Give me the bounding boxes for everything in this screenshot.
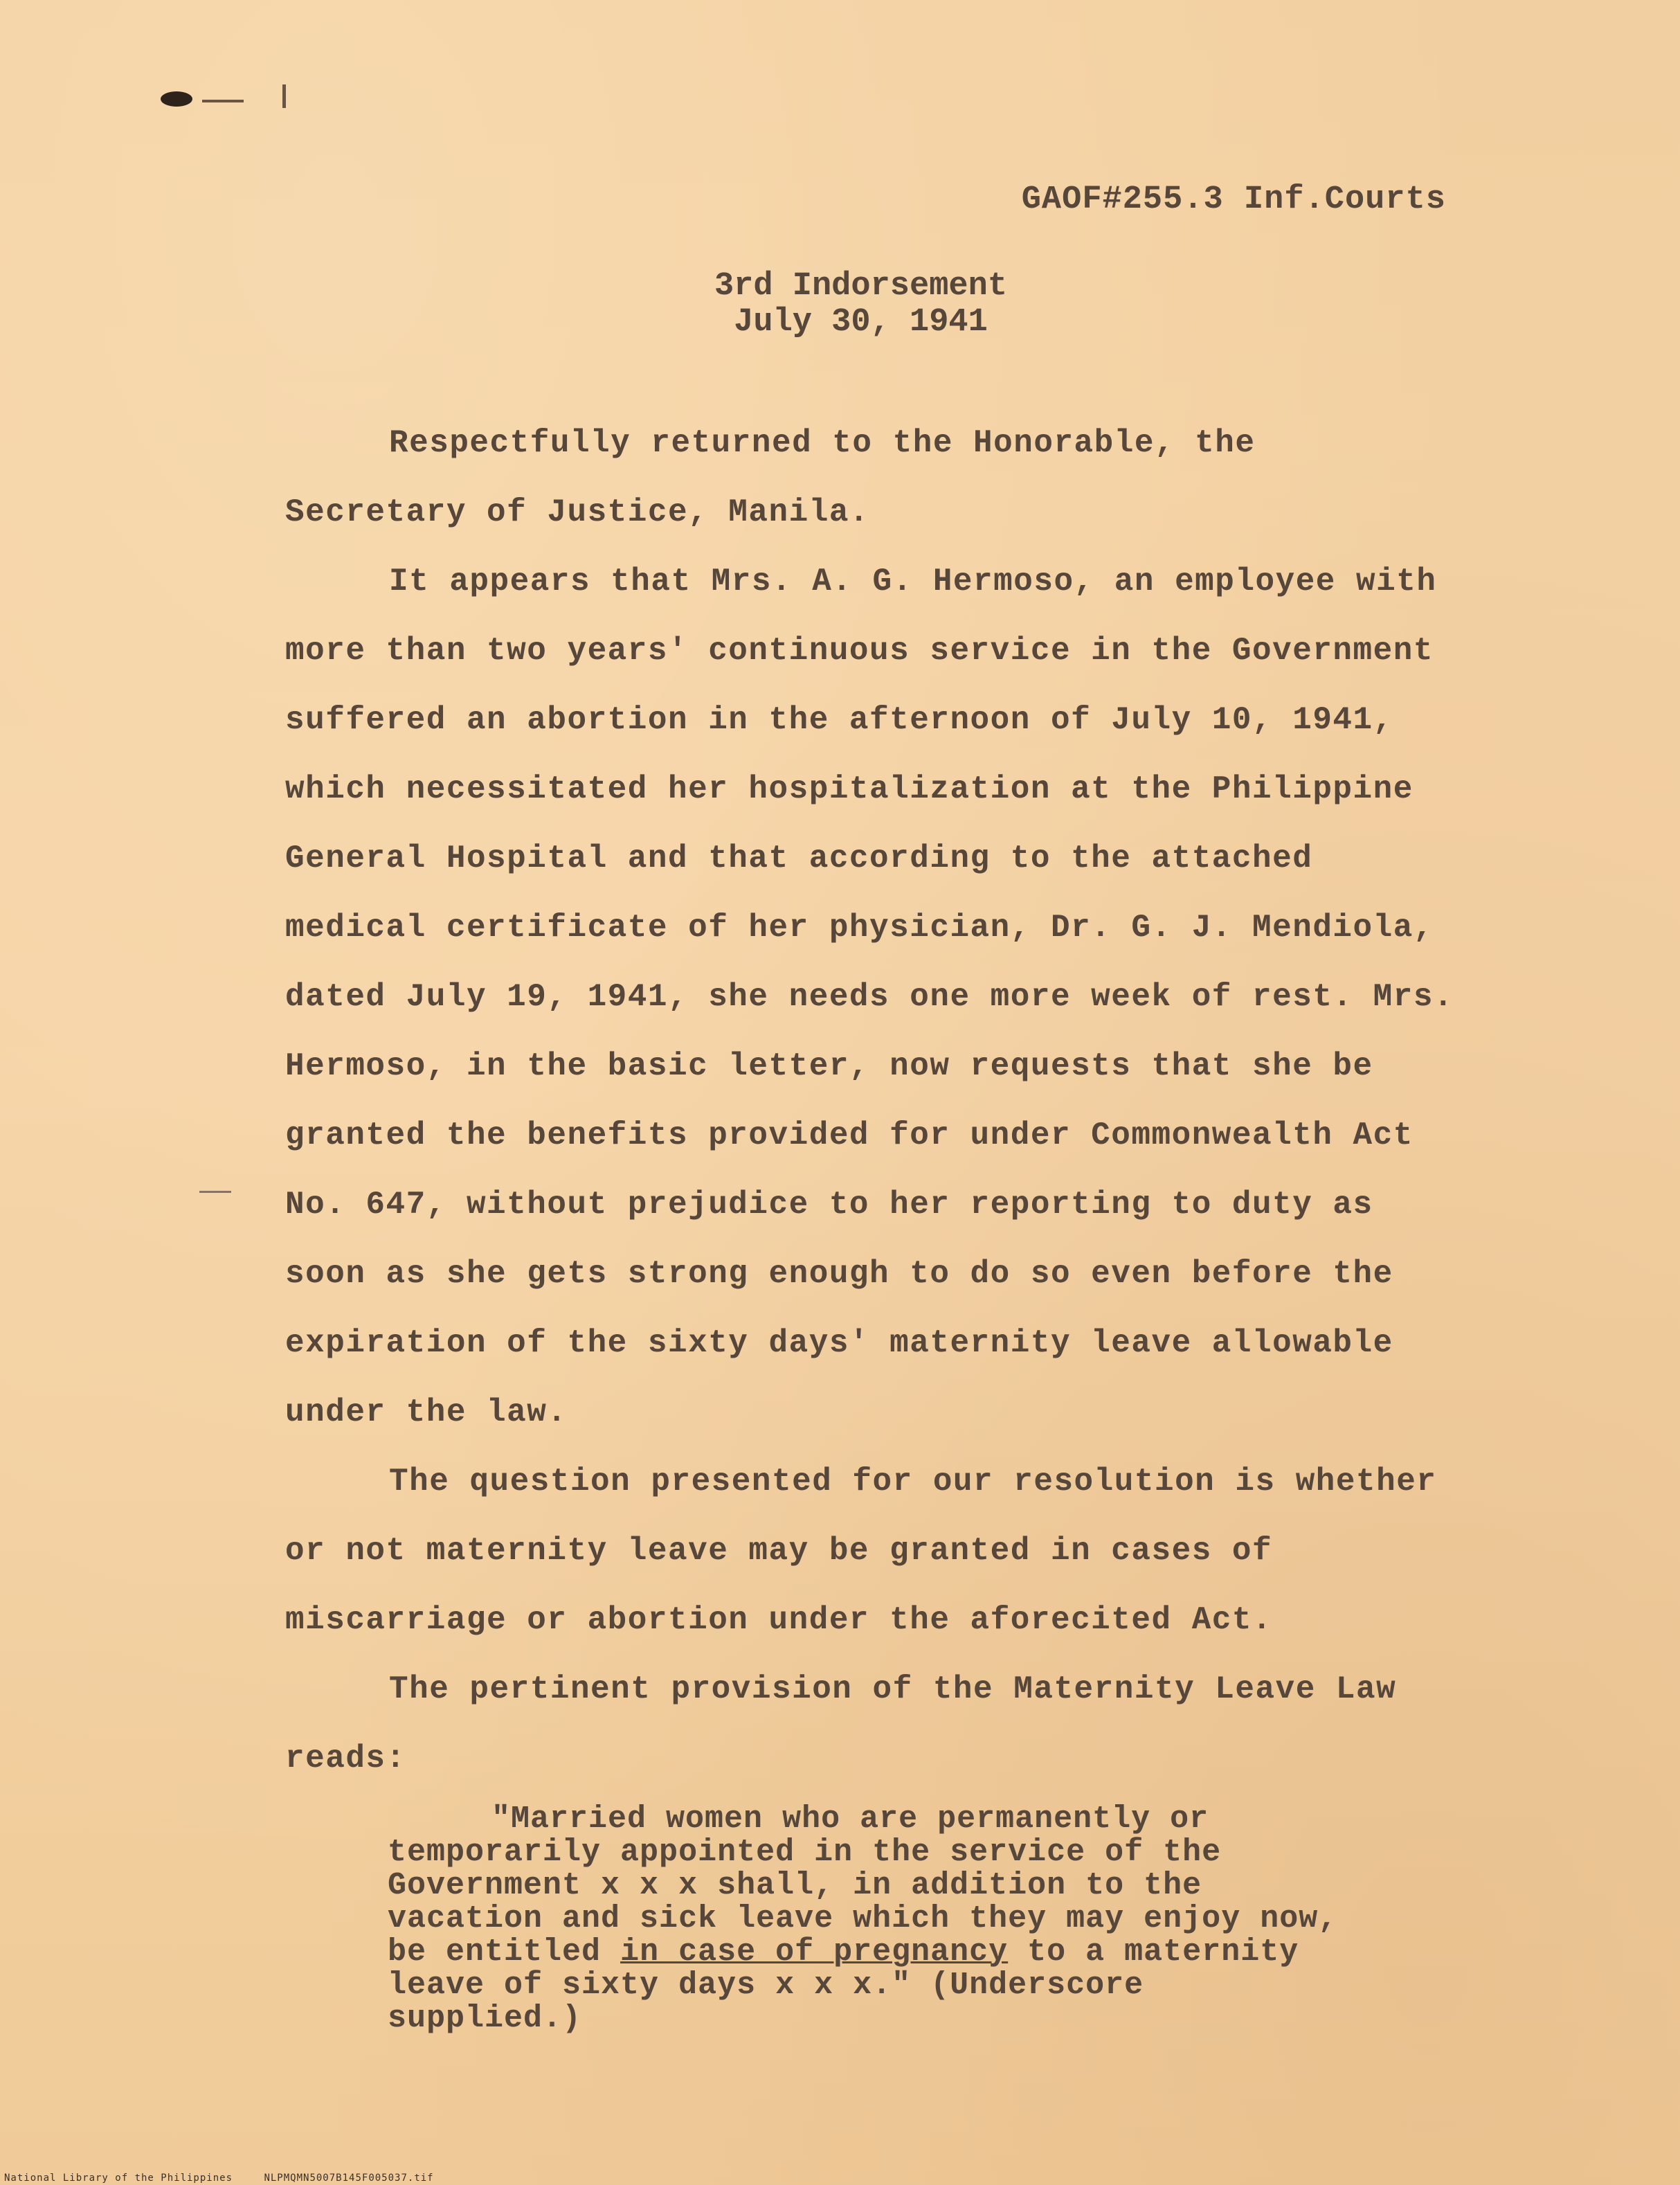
quote-before: "Married women who are permanently or temporarily appointed in the service of the Government x x x shall, in addition to the vacation and sick leave which they may enjoy now, be entitled [388, 1801, 1338, 1970]
indorsement-heading [0, 269, 1680, 341]
ink-dash-mark [202, 100, 244, 102]
footer-filename: NLPMQMN5007B145F005037.tif [264, 2173, 434, 2184]
letter-body [285, 408, 1455, 1793]
quotation-text [388, 1803, 1343, 2035]
indorsement-date: July 30, 1941 [734, 304, 988, 341]
paragraph-provision-intro: The pertinent provision of the Maternity Leave Law reads: [285, 1671, 1397, 1777]
paragraph-question: The question presented for our resolution is whether or not maternity leave may be granted in cases of miscarriage or abortion under the aforecited Act. [285, 1464, 1437, 1638]
quote-underlined: in case of pregnancy [620, 1934, 1009, 1970]
footer-institution: National Library of the Philippines [4, 2173, 233, 2184]
file-reference: GAOF#255.3 Inf.Courts [1021, 181, 1446, 218]
law-quotation [388, 1803, 1343, 2035]
paragraph-facts: It appears that Mrs. A. G. Hermoso, an employee with more than two years' continuous service in the Government suffered an abortion in the afternoon of July 10, 1941, which necessitated her hospitalization at the Philippine General Hospital and that according to the attached medical certificate of her physician, Dr. G. J. Mendiola, dated July 19, 1941, she needs one more week of rest. Mrs. Hermoso, in the basic letter, now requests that she be granted the benefits provided for under Commonwealth Act No. 647, without prejudice to her reporting to duty as soon as she gets strong enough to do so even before the expiration of the sixty days' maternity leave allowable under the law. [285, 564, 1454, 1430]
paragraph-return: Respectfully returned to the Honorable, the Secretary of Justice, Manila. [285, 425, 1256, 530]
indorsement-title: 3rd Indorsement [714, 268, 1008, 305]
ink-tick-mark [282, 84, 286, 108]
margin-mark [199, 1191, 231, 1193]
quote-after: to a maternity leave of sixty days x x x." (Underscore supplied.) [388, 1934, 1299, 2036]
archive-footer [4, 2173, 459, 2184]
ink-blot-mark [161, 91, 192, 107]
